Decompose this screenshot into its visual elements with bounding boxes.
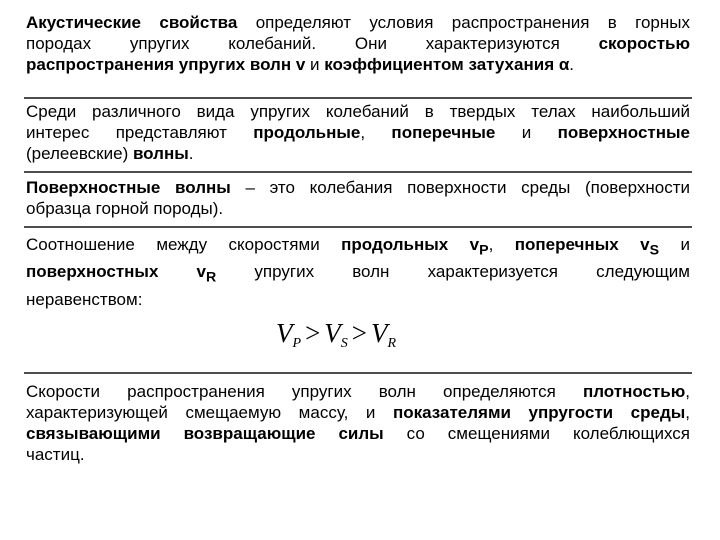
p2-text: . — [188, 144, 194, 163]
p3-line-2: образца горной породы). — [26, 199, 224, 218]
term-surface-waves: Поверхностные волны — [26, 178, 231, 197]
divider-3 — [24, 226, 692, 228]
term-surface-v: поверхностных v — [26, 262, 207, 282]
p5-text: характеризующей смещаемую массу, и — [26, 403, 393, 422]
formula-v: V — [371, 318, 388, 348]
term-longitudinal-v: продольных v — [341, 235, 480, 254]
subscript-p: P — [479, 242, 489, 259]
term-velocity: скоростью — [598, 34, 690, 53]
subscript-s: S — [649, 242, 660, 259]
p1-line-3 — [26, 54, 690, 75]
p5-line-4: частиц. — [26, 445, 85, 464]
p4-text: Соотношение между скоростями — [26, 235, 342, 254]
formula-gt: > — [351, 318, 368, 348]
paragraph-wave-types — [26, 101, 690, 164]
divider-2 — [24, 171, 692, 173]
term-elasticity: показателями упругости среды — [392, 403, 686, 422]
term-transverse: поперечные — [391, 123, 496, 142]
term-density: плотностью — [582, 382, 686, 401]
formula-v: V — [276, 318, 293, 348]
term-restoring-forces: связывающими возвращающие силы — [26, 424, 384, 443]
p1-line-1 — [26, 12, 690, 33]
paragraph-surface-waves — [26, 177, 690, 219]
p1-text: . — [569, 55, 575, 74]
p5-line-3 — [26, 423, 690, 444]
paragraph-velocity-factors — [26, 381, 690, 465]
p5-line-2 — [26, 402, 690, 423]
term-surface: поверхностные — [557, 123, 690, 142]
p2-text: и — [495, 123, 558, 142]
term-waves: волны — [132, 144, 189, 163]
term-velocity-v: распространения упругих волн v — [26, 55, 306, 74]
p5-text: со смещениями колеблющихся — [383, 424, 690, 443]
term-longitudinal: продольные — [253, 123, 361, 142]
p4-line-2 — [26, 261, 690, 288]
p4-line-1 — [26, 234, 690, 261]
divider-1 — [24, 97, 692, 99]
divider-4 — [24, 372, 692, 374]
p2-text: интерес представляют — [26, 123, 254, 142]
p4-line-3: неравенством: — [26, 289, 143, 309]
p2-line-3 — [26, 143, 690, 164]
p1-text: и — [305, 55, 325, 74]
formula-v: V — [324, 318, 341, 348]
p2-text: , — [360, 123, 392, 142]
p1-text: породах упругих колебаний. Они характеризуются — [26, 34, 599, 53]
paragraph-acoustic-properties — [26, 12, 690, 75]
p3-text: – это колебания поверхности среды (поверхности — [230, 178, 690, 197]
p5-text: , — [685, 382, 690, 401]
p5-text: Скорости распространения упругих волн определяются — [26, 382, 583, 401]
p2-line-1: Среди различного вида упругих колебаний в твердых телах наибольший — [26, 102, 690, 121]
p4-text: , — [488, 235, 515, 254]
p3-line-1 — [26, 177, 690, 198]
term-acoustic-properties: Акустические свойства — [26, 13, 238, 32]
p1-line-2 — [26, 33, 690, 54]
p4-text: упругих волн характеризуется следующим — [216, 262, 690, 282]
paragraph-velocity-relation — [26, 234, 690, 310]
p5-text: , — [685, 403, 690, 422]
formula-sub-p: P — [292, 336, 302, 351]
p1-text: определяют условия распространения в горных — [237, 13, 690, 32]
p4-text: и — [659, 235, 690, 254]
p2-text: (релеевские) — [26, 144, 133, 163]
term-transverse-v: поперечных v — [514, 235, 650, 254]
formula-sub-s: S — [340, 336, 348, 351]
formula-gt: > — [305, 318, 321, 348]
velocity-inequality-formula — [276, 318, 396, 352]
subscript-r: R — [206, 269, 217, 286]
formula-sub-r: R — [387, 336, 397, 351]
p2-line-2 — [26, 122, 690, 143]
p5-line-1 — [26, 381, 690, 402]
term-attenuation: коэффициентом затухания α — [324, 55, 570, 74]
